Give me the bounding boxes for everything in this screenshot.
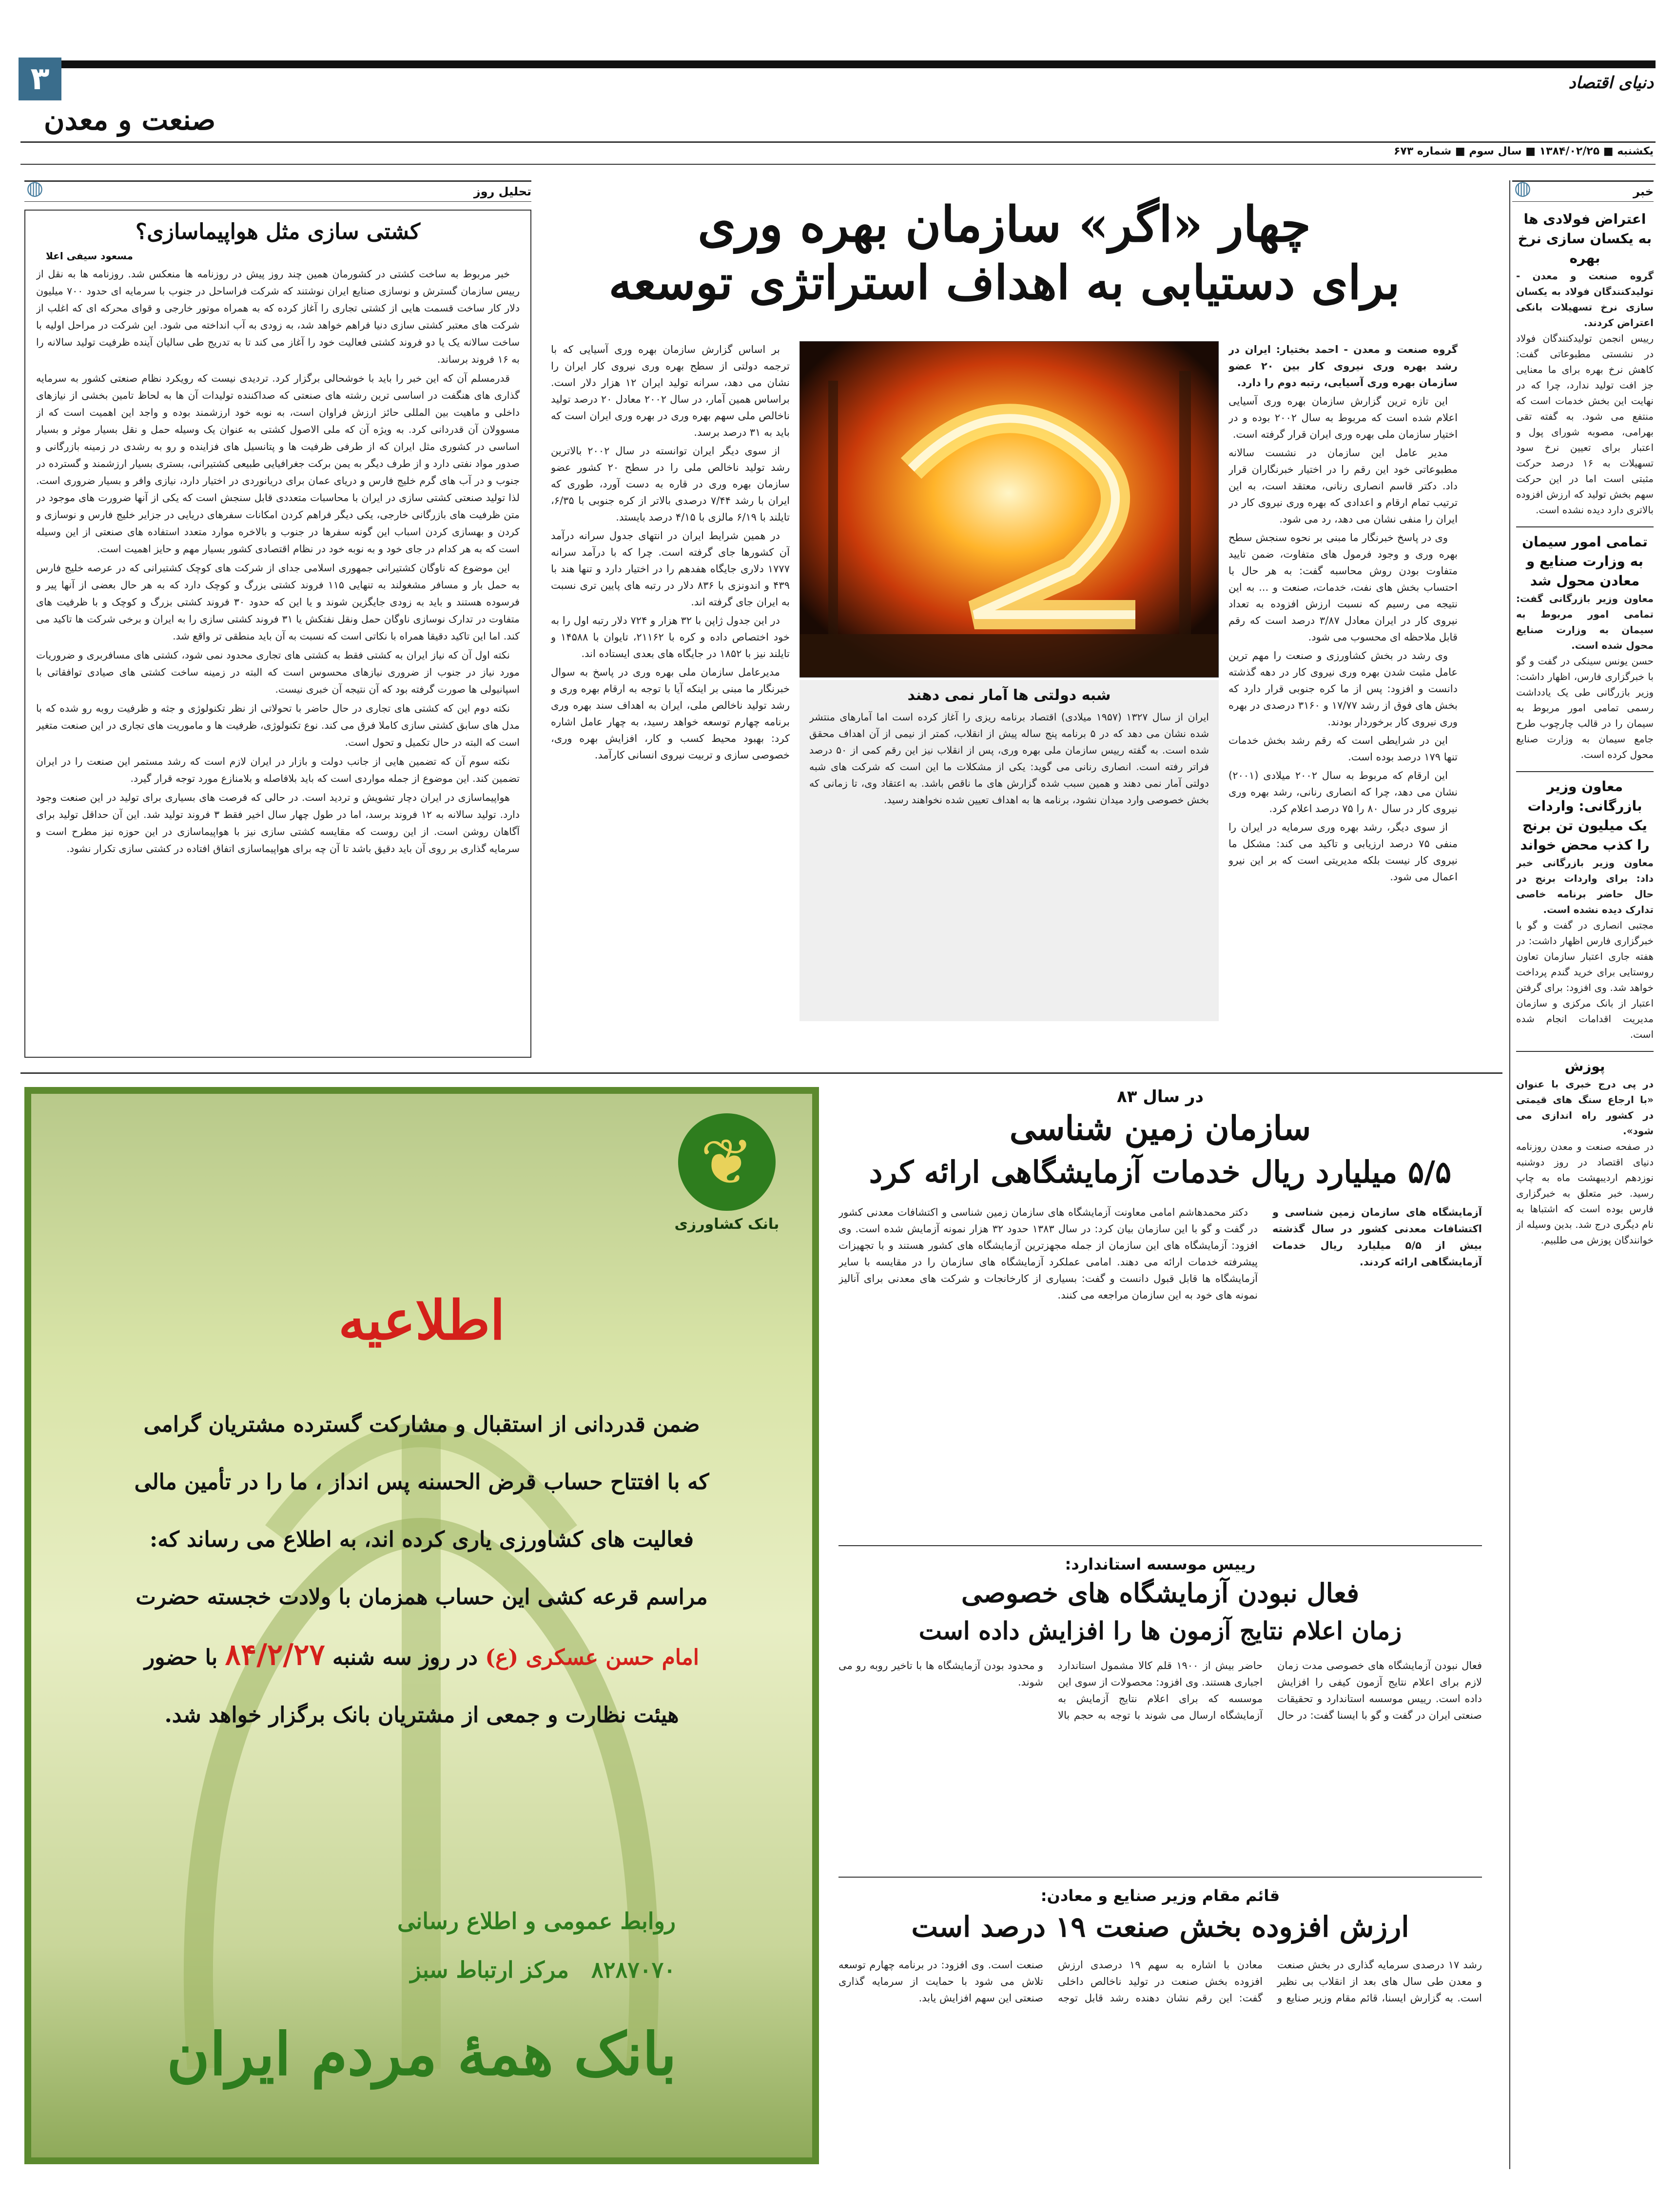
analysis-paragraph: نکته اول آن که نیاز ایران به کشتی فقط به کشتی های تجاری محدود نمی شود، کشتی های مسافربری و ضروریات مورد نیاز در جنوب از ضروری نیازهای محسوس است که البته در زمینه ساخت کشتی های صیادی توافقاتی با اسپانیولی ها صورت گرفته بود که آن نتیجه آن خبری نیست. xyxy=(36,649,520,695)
news-item xyxy=(1516,1057,1654,1248)
ad-heading: اطلاعیه xyxy=(338,1289,505,1352)
main-paragraph: وی رشد در بخش کشاورزی و صنعت را مهم ترین عامل مثبت شدن بهره وری نیروی کار در دهه گذشته دانست و افزود: پس از ما کره جنوبی قرار دارد که بخش های فوق از رشد ۱۷/۷۷ و ۳۱۶۰ درصدی در بهره وری نیروی کار برخوردار بودند. xyxy=(1228,650,1458,728)
ad-date: ۸۴/۲/۲۷ xyxy=(225,1638,325,1672)
analysis-paragraph: هواپیماسازی در ایران دچار تشویش و تردید است. در حالی که فرصت های بسیاری برای تولید در این صنعت وجود دارد. تولید سالانه به ۱۲ فروند برسد، اما در طول چهار سال اخیر فقط ۳ فروند تولید شد. این آن حداقل تولید برای آگاهان روشن است. از این روست که مقایسه کشتی سازی نیز با هواپیماسازی در این حوزه نیز مطرح است و سرمایه گذاری بر روی آن باید دقیق باشد تا آن چه برای هواپیماسازی اتفاق افتاده در کشتی سازی تکرار نشود. xyxy=(36,792,520,854)
analysis-label: تحلیل روز xyxy=(473,185,531,198)
labs-body: فعال نبودن آزمایشگاه های خصوصی مدت زمان لازم برای اعلام نتایج آزمون کیفی را افزایش داده است. رییس موسسه استاندارد و تحقیقات صنعتی ایران در گفت و گو با ایسنا گفت: در حال حاضر بیش از ۱۹۰۰ قلم کالا مشمول استاندارد اجباری هستند. وی افزود: محصولات از سوی این موسسه که برای اعلام نتایج آزمایش به آزمایشگاه ارسال می شوند با توجه به حجم بالا و محدود بودن آزمایشگاه ها با تاخیر روبه رو می شوند. xyxy=(838,1660,1482,1721)
caption-text: ایران از سال ۱۳۲۷ (۱۹۵۷ میلادی) اقتصاد برنامه ریزی را آغاز کرده است اما آمارهای منتشر شده نشان می دهد که در ۵ برنامه پنج ساله پیش از انقلاب، کمتر از نیمی از آن اهداف محقق شده است. به گفته رییس سازمان ملی بهره وری، پس از انقلاب نیز این رقم کمی از ۵۰ درصد فراتر رفته است. انصاری رنانی می گوید: یکی از مشکلات ما این است که شرکت های شبه دولتی آمار نمی دهند و همین سبب شده گزارش های ما ناقص باشد. به اعتقاد وی، تا زمانی که بخش خصوصی وارد میدان نشود، برنامه ها به اهداف تعیین شده نخواهند رسید. xyxy=(809,711,1209,806)
news-title: اعتراض فولادی ها به یکسان سازی نرخ بهره xyxy=(1518,211,1652,266)
ad-phone-line xyxy=(410,1957,676,1983)
page-number: ۳ xyxy=(30,61,50,97)
news-divider xyxy=(1516,771,1654,772)
brand-logo: دنیای اقتصاد xyxy=(1568,73,1654,93)
news-lead: گروه صنعت و معدن - تولیدکنندگان فولاد به یکسان سازی نرخ تسهیلات بانکی اعتراض کردند. xyxy=(1516,270,1654,329)
main-paragraph: مدیر عامل این سازمان در نشست سالانه مطبوعاتی خود این رقم را در اختیار خبرنگاران قرار داد. دکتر قاسم انصاری رنانی، معتقد است، به این ترتیب تمام ارقام و اعدادی که بهره وری نیروی کار در ایران را منفی نشان می دهد، رد می شود. xyxy=(1228,447,1458,525)
news-body: حسن یونس سینکی در گفت و گو با خبرگزاری فارس، اظهار داشت: وزیر بازرگانی طی یک یادداشت رسمی تمامی امور مربوط به سیمان را در قالب چارچوب طرح جامع سیمان به وزارت صنایع محول کرده است. xyxy=(1516,655,1654,760)
ad-line: فعالیت های کشاورزی یاری کرده اند، به اطلاع می رساند که: xyxy=(149,1527,694,1552)
analysis-author: مسعود سیفی اعلا xyxy=(46,250,133,262)
geology-kicker: در سال ۸۳ xyxy=(1117,1087,1204,1106)
geology-col xyxy=(1272,1204,1482,1516)
analysis-title: کشتی سازی مثل هواپیماسازی؟ xyxy=(135,219,421,244)
main-paragraph: از سوی دیگر ایران توانسته در سال ۲۰۰۲ بالاترین رشد تولید ناخالص ملی را در سطح ۲۰ کشور عضو سازمان بهره وری در قاره به دست آورد، طوری که ایران با رشد ۷/۴۴ درصدی بالاتر از کره جنوبی با ۶/۳۵، تایلند با ۶/۱۹ مالزی با ۴/۱۵ درصد بایستد. xyxy=(551,445,790,523)
ad-highlight: امام حسن عسکری (ع) xyxy=(485,1645,700,1670)
analysis-paragraph: نکته دوم این که کشتی های تجاری در حال حاضر با تحولاتی از نظر تکنولوژی و جثه و ظرفیت روبه رو شده که با مدل های سابق کشتی سازی کاملا فرق می کند. نوع تکنولوژی، ظرفیت ها و ماموریت های تجاری در این صنعت متغیر است که البته در حال تکمیل و تحول است. xyxy=(36,702,520,748)
main-paragraph: در همین شرایط ایران در انتهای جدول سرانه درآمد آن کشورها جای گرفته است. چرا که با درآمد سرانه ۱۷۷۷ دلاری جایگاه هفدهم را در اختیار دارد و تنها هند با ۴۳۹ و اندونزی با ۸۳۶ دلار در رتبه های پایین تری نسبت به ایران جای گرفته اند. xyxy=(551,530,790,608)
main-col-1 xyxy=(1228,341,1458,1058)
section-title: صنعت و معدن xyxy=(44,103,216,136)
section-divider xyxy=(838,1545,1482,1546)
main-paragraph: این ارقام که مربوط به سال ۲۰۰۲ میلادی (۲۰۰۱) نشان می دهد، چرا که انصاری رنانی، رشد بهره وری نیروی کار در سال ۸۰ را ۷۵ درصد اعلام کرد. xyxy=(1228,770,1458,815)
main-paragraph: این در شرایطی است که رقم رشد بخش خدمات تنها ۱۷۹ درصد بوده است. xyxy=(1228,735,1458,763)
news-label-bar xyxy=(1512,177,1654,202)
news-body: رییس انجمن تولیدکنندگان فولاد در نشستی مطبوعاتی گفت: کاهش نرخ بهره برای ما معنایی جز افت تولید ندارد، چرا که در نهایت این بخش خدمات است که منتفع می شود. به گفته تقی بهرامی، مصوبه شورای پول و اعتبار برای تعیین نرخ سود تسهیلات به ۱۶ درصد حرکت مثبتی است اما در این حرکت سهم بخش تولید که ارزش افزوده بالاتری دارد دیده نشده است. xyxy=(1516,332,1654,516)
news-lead: معاون وزیر بازرگانی گفت: تمامی امور مربوط به سیمان به وزارت صنایع محول شده است. xyxy=(1516,593,1654,651)
geology-body xyxy=(838,1204,1482,1516)
bank-name: بانک کشاورزی xyxy=(674,1216,780,1233)
main-paragraph: در این جدول ژاپن با ۳۲ هزار و ۷۲۴ دلار رتبه اول را به خود اختصاص داده و کره با ۲۱۱۶۲، تایوان با ۱۴۵۸۸ و تایلند نیز با ۱۸۵۲ در جایگاه های بعدی ایستاده اند. xyxy=(551,615,790,660)
ad-date-suffix: با حضور xyxy=(144,1645,218,1670)
ad-line: که با افتتاح حساب قرض الحسنه پس انداز ، ما را در تأمین مالی xyxy=(134,1470,709,1494)
geology-col xyxy=(838,1204,1258,1516)
bank-logo xyxy=(671,1113,783,1233)
analysis-box xyxy=(24,210,531,1058)
bank-ad xyxy=(24,1087,819,2164)
news-item xyxy=(1516,777,1654,1042)
labs-title-line1: فعال نبودن آزمایشگاه های خصوصی xyxy=(961,1577,1360,1609)
news-divider xyxy=(1516,1051,1654,1052)
ad-phone-label: مرکز ارتباط سبز xyxy=(410,1957,569,1983)
news-lead: معاون وزیر بازرگانی خبر داد: برای واردات برنج در حال حاضر برنامه خاصی تدارک دیده نشده است. xyxy=(1516,857,1654,915)
analysis-body xyxy=(36,266,520,1036)
main-paragraph: مدیرعامل سازمان ملی بهره وری در پاسخ به سوال خبرنگار ما مبنی بر اینکه آیا با توجه به ارقام بهره وری و رشد تولید ناخالص ملی، ایران به اهداف سند بهره وری برنامه چهارم توسعه خواهد رسید، به چهار عامل اشاره کرد: بهبود محیط کسب و کار، افزایش بهره وری، خصوصی سازی و تربیت نیروی انسانی کارآمد. xyxy=(551,666,790,761)
main-paragraph: بر اساس گزارش سازمان بهره وری آسیایی که با ترجمه دولتی از سطح بهره وری نیروی کار ایران را نشان می دهد، سرانه تولید ایران ۱۲ هزار دلار است. براساس همین آمار، در سال ۲۰۰۲ معادل ۲۰ درصد تولید ناخالص ملی سهم بهره وری در بهره وری ایران است که باید به ۳۱ درصد برسد. xyxy=(551,344,790,438)
globe-icon: ◍ xyxy=(26,177,43,199)
fold-rule xyxy=(20,1072,1502,1074)
ad-phone: ۸۲۸۷۰۷۰ xyxy=(591,1957,676,1983)
news-body: در صفحه صنعت و معدن روزنامه دنیای اقتصاد در روز دوشنبه نوزدهم اردیبهشت ماه به چاپ رسید. خبر متعلق به خبرگزاری فارس بوده است که اشتباها به نام دیگری درج شد. بدین وسیله از خوانندگان پوزش می طلبیم. xyxy=(1516,1141,1654,1246)
value-added-body: رشد ۱۷ درصدی سرمایه گذاری در بخش صنعت و معدن طی سال های بعد از انقلاب بی نظیر است. به گزارش ایسنا، قائم مقام وزیر صنایع و معادن با اشاره به سهم ۱۹ درصدی ارزش افزوده بخش صنعت در تولید ناخالص داخلی گفت: این رقم نشان دهنده رشد قابل توجه صنعت است. وی افزود: در برنامه چهارم توسعه تلاش می شود با حمایت از سرمایه گذاری صنعتی این سهم افزایش یابد. xyxy=(838,1959,1482,2004)
news-title: تمامی امور سیمان به وزارت صنایع و معادن محول شد xyxy=(1522,534,1648,589)
news-title: معاون وزیر بازرگانی: واردات یک میلیون تن برنج را کذب محض خواند xyxy=(1520,778,1650,853)
analysis-paragraph: نکته سوم آن که تضمین هایی از جانب دولت و بازار در ایران لازم است که رشد مستمر این صنعت را در ایران تضمین کند. این موضوع از جمله مواردی است که باید بلافاصله و بلامنازع مورد توجه قرار گیرد. xyxy=(36,756,520,784)
ad-slogan: بانک همهٔ مردم ایران xyxy=(167,2020,677,2089)
labs-article xyxy=(838,1555,1482,1867)
section-divider xyxy=(838,1877,1482,1878)
wheat-icon: ❦ xyxy=(678,1113,776,1211)
main-title-line1: چهار «اگر» سازمان بهره وری xyxy=(698,195,1311,253)
news-label: خبر xyxy=(1633,185,1654,198)
masthead-rule-lower xyxy=(20,164,1656,165)
ad-date-line xyxy=(60,1626,783,1687)
ad-date-prefix: در روز سه شنبه xyxy=(332,1645,478,1670)
ad-body xyxy=(60,1396,783,1744)
right-news-column xyxy=(1516,210,1654,2169)
main-col-2 xyxy=(551,341,790,1058)
geology-text: دکتر محمدهاشم امامی معاونت آزمایشگاه های سازمان زمین شناسی و اکتشافات معدنی کشور در گفت و گو با این سازمان بیان کرد: در سال ۱۳۸۳ حدود ۳۲ هزار نمونه آزمایش شده است. وی افزود: آزمایشگاه های این سازمان از جمله مجهزترین آزمایشگاه های کشور هستند و با تجهیزات پیشرفته خدمات ارائه می دهند. امامی عملکرد آزمایشگاه های سازمان را در مقایسه با سایر آزمایشگاه ها قابل قبول دانست و گفت: بسیاری از کارخانجات و شرکت های معدنی برای آنالیز نمونه های خود به این سازمان مراجعه می کنند. xyxy=(838,1206,1258,1301)
labs-title-line2: زمان اعلام نتایج آزمون ها را افزایش داده است xyxy=(918,1616,1402,1645)
value-added-article xyxy=(838,1886,1482,2169)
page-number-box xyxy=(19,58,61,100)
right-column-rule xyxy=(1509,180,1510,2169)
main-paragraph: وی در پاسخ خبرنگار ما مبنی بر نحوه سنجش سطح بهره وری و وجود فرمول های متفاوت، ضمن تایید متفاوت بودن روش محاسبه گفت: به هر حال با احتساب بخش های نفت، خدمات، صنعت و ... به این نتیجه می رسیم که نسبت ارزش افزوده به تعداد نیروی کار در ایران معادل ۳/۸۷ درصد است که رقم قابل ملاحظه ای محسوب می شود. xyxy=(1228,532,1458,643)
analysis-paragraph: خبر مربوط به ساخت کشتی در کشورمان همین چند روز پیش در روزنامه ها منعکس شد. روزنامه ها به نقل از رییس سازمان گسترش و نوسازی صنایع ایران نوشتند که شرکت فراساحل در جنوب با سرمایه ای حدود ۷۰۰ میلیون دلار کار ساخت قسمت هایی از کشتی تجاری را آغاز کرده که به همراه موتور خارجی و قوای محرکه ای که اغلب از شرکت های معتبر کشتی سازی دنیا فراهم خواهد شد، به زودی به آب انداخته می شود. این شرکت در مراحل اولیه با ساخت سالانه یک یا دو فروند کشتی فعالیت خود را آغاز می کند تا به تدریج طی سالیان آینده ظرفیت تولید سالانه را به ۱۶ فروند برساند. xyxy=(36,268,520,365)
caption-box xyxy=(799,680,1219,1021)
ad-inner xyxy=(31,1094,812,2157)
issue-info: یکشنبه ■ ۱۳۸۴/۰۲/۲۵ ■ سال سوم ■ شماره ۶۷۳ xyxy=(1393,145,1654,157)
caption-title: شبه دولتی ها آمار نمی دهند xyxy=(907,687,1111,704)
geology-title-line2: ۵/۵ میلیارد ریال خدمات آزمایشگاهی ارائه کرد xyxy=(869,1154,1452,1190)
value-added-title: ارزش افزوده بخش صنعت ۱۹ درصد است xyxy=(911,1910,1409,1943)
main-paragraph: از سوی دیگر، رشد بهره وری سرمایه در ایران را منفی ۷۵ درصد ارزیابی و تاکید می کند: مشکل ما نیروی کار نیست بلکه مدیریتی است که بر این نیرو اعمال می شود. xyxy=(1228,821,1458,883)
masthead-rule xyxy=(20,141,1656,143)
steel-coil-image xyxy=(799,342,1218,678)
news-item xyxy=(1516,210,1654,518)
main-paragraph: این تازه ترین گزارش سازمان بهره وری آسیایی اعلام شده است که مربوط به سال ۲۰۰۲ بوده و در اختیار سازمان ملی بهره وری ایران قرار گرفته است. xyxy=(1228,395,1458,440)
analysis-paragraph: این موضوع که ناوگان کشتیرانی جمهوری اسلامی جدای از شرکت های کوچک کشتیرانی که در عرصه خلیج فارس به حمل بار و مسافر مشغولند به تنهایی ۱۱۵ فروند کشتی بزرگ و کوچک دارد که به هر حال بعضی از آنها پیر و فرسوده هستند و باید به زودی جایگزین شوند و یا این که حدود ۳۰ فروند کشتی بزرگ و کوچک و با ظرفیت های متفاوت در تدارک نوسازی ناوگان حمل ونقل نفتکش یا ۳۱ فروند کشتی سازی را به ایران و برخی شرکت ها تاکید می کند. اما این تاکید دقیقا همراه با نکاتی است که نسبت به آن باید منطقی تر واقع شد. xyxy=(36,562,520,642)
main-lead: گروه صنعت و معدن - احمد بختیار: ایران در رشد بهره وری نیروی کار بین ۲۰ عضو سازمان بهره وری آسیایی، رتبه دوم را دارد. xyxy=(1228,344,1458,388)
main-title-line2: برای دستیابی به اهداف استراتژی توسعه xyxy=(608,255,1400,310)
news-item xyxy=(1516,532,1654,762)
labs-kicker: رییس موسسه استاندارد: xyxy=(1065,1555,1256,1573)
geology-article xyxy=(838,1087,1482,1535)
top-rule xyxy=(20,60,1656,68)
news-title: پوزش xyxy=(1564,1058,1605,1074)
main-headline xyxy=(551,195,1458,312)
value-added-kicker: قائم مقام وزیر صنایع و معادن: xyxy=(1040,1886,1280,1905)
analysis-paragraph: قدرمسلم آن که این خبر را باید با خوشحالی برگزار کرد. تردیدی نیست که رویکرد نظام صنعتی کشور به سرمایه گذاری های هنگفت در اساسی ترین رشته های صنعتی که صداکننده تولیدات آن ها به لحاظ تامین بخشی از نیازهای داخلی و ماهیت بین المللی حائز ارزش فراوان است، به نوبه خود ارزشمند بوده و واجد این اهمیت است که از مسوولان آن قدردانی کرد. به ویژه آن که ملی الاصول کشتی به عنوان یک وسیله حمل و نقل بسیار موثر و بسیار اساسی در کشوری مثل ایران که از طرفی ظرفیت ها و پتانسیل های فزاینده و رو به رشدی در زمینه بازرگانی و صدور مواد نفتی دارد و از طرف دیگر به یمن برکت جغرافیایی طبیعی کشتیرانی، بستری بسیار ارزشمند و گسترده در جنوب و در آب های گرم خلیج فارس و دریای عمان برای دریانوردی در اختیار دارد، نیازی وافر و بسیار ضروری است. لذا تولید صنعتی کشتی سازی در ایران با محاسبات متعددی قابل سنجش است که یکی از آنها ضرورت های موجود در متن ظرفیت های بازرگانی خارجی، یکی دیگر فراهم کردن امکانات سفرهای دریایی در جزایر خلیج فارس و نوسازی و کردن و بهسازی کردن اسباب این گونه سفرها در جنوب و بالاخره موارد متعدد استفاده های صنعتی از این وسیله است که به هر کدام در جای خود و به نوبه خود در نظام اقتصادی کشور بسیار مهم و حایز اهمیت است. xyxy=(36,372,520,555)
ad-line: هیئت نظارت و جمعی از مشتریان بانک برگزار خواهد شد. xyxy=(164,1703,679,1727)
news-lead: در پی درج خبری با عنوان «با ارجاع سنگ های قیمتی در کشور راه اندازی می شود». xyxy=(1516,1078,1654,1137)
news-divider xyxy=(1516,526,1654,527)
geology-lead: آزمایشگاه های سازمان زمین شناسی و اکتشافات معدنی کشور در سال گذشته بیش از ۵/۵ میلیارد ریال خدمات آزمایشگاهی ارائه کردند. xyxy=(1272,1206,1482,1268)
ad-line: مراسم قرعه کشی این حساب همزمان با ولادت خجسته حضرت xyxy=(136,1585,708,1610)
analysis-label-bar xyxy=(24,177,531,202)
steel-coil-photo xyxy=(799,341,1219,678)
news-body: مجتبی انصاری در گفت و گو با خبرگزاری فارس اظهار داشت: در هفته جاری اعتبار سازمان تعاون روستایی برای خرید گندم پرداخت خواهد شد. وی افزود: برای گرفتن اعتبار از بانک مرکزی و سازمان مدیریت اقدامات انجام شده است. xyxy=(1516,919,1654,1040)
globe-icon: ◍ xyxy=(1514,177,1531,199)
ad-line: ضمن قدردانی از استقبال و مشارکت گسترده مشتریان گرامی xyxy=(143,1412,700,1437)
ad-pr-label: روابط عمومی و اطلاع رسانی xyxy=(397,1908,676,1934)
geology-title-line1: سازمان زمین شناسی xyxy=(1009,1109,1311,1148)
